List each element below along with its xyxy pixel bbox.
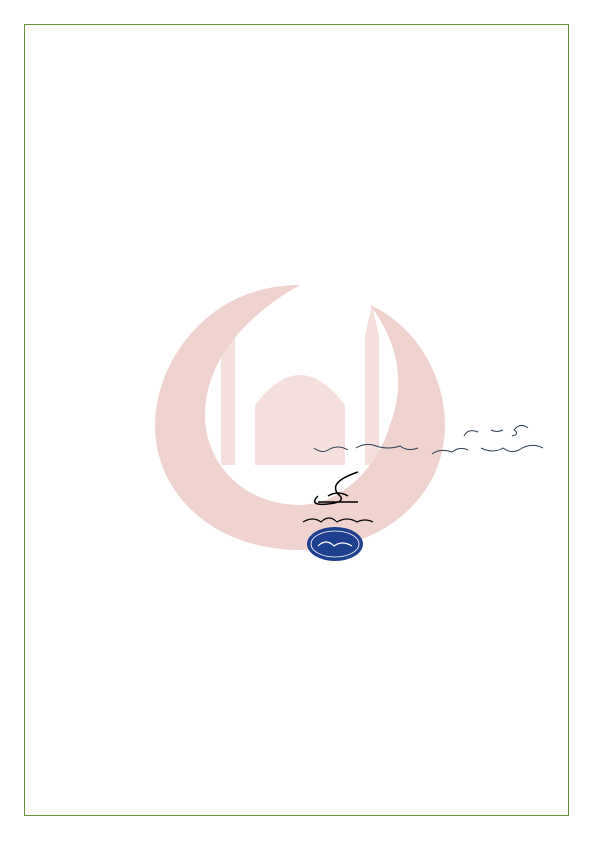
border-top: [0, 0, 595, 22]
signature-icon: [298, 462, 378, 532]
border-left: [0, 0, 22, 842]
border-bottom: [0, 820, 595, 842]
handwritten-reply-icon: [298, 420, 548, 460]
seal-stamp-icon: [306, 526, 364, 562]
border-right: [573, 0, 595, 842]
